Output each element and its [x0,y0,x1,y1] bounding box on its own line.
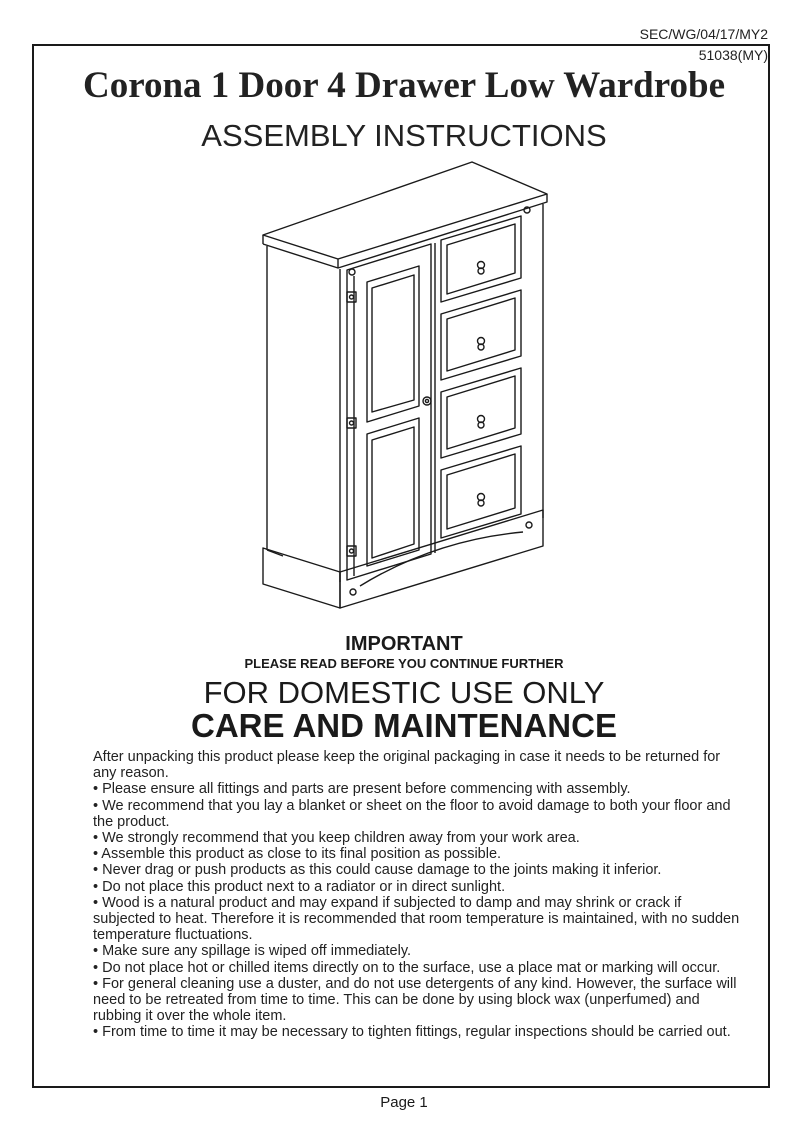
product-code: 51038(MY) [698,47,768,63]
page-subtitle: ASSEMBLY INSTRUCTIONS [201,118,607,153]
page-number: Page 1 [380,1094,428,1111]
care-item: • From time to time it may be necessary to tighten fittings, regular inspections should be carried out. [93,1024,731,1041]
care-item: • Wood is a natural product and may expand if subjected to damp and may shrink or crack if subjected to heat. Therefore it is recommended that room temperature is maintained, with no sudden temperature fluctuations. [93,894,740,944]
care-item: • Make sure any spillage is wiped off immediately. [93,943,412,960]
care-item: • For general cleaning use a duster, and do not use detergents of any kind. However, the surface will need to be retreated from time to time. This can be done by using block wax (unperfumed) and rubbing it over the whole item. [93,975,737,1025]
domestic-use-heading: FOR DOMESTIC USE ONLY [203,675,605,710]
care-item: • Assemble this product as close to its final position as possible. [93,846,502,863]
page-title: Corona 1 Door 4 Drawer Low Wardrobe [82,65,725,106]
care-item: • Never drag or push products as this could cause damage to the joints making it inferior. [93,862,662,879]
important-heading: IMPORTANT [345,633,463,655]
care-item: • Do not place hot or chilled items directly on to the surface, use a place mat or marking will occur. [93,959,721,976]
wardrobe-illustration-icon [255,160,555,610]
care-instructions [93,749,743,1041]
document-code: SEC/WG/04/17/MY2 [639,26,768,42]
please-read-notice: PLEASE READ BEFORE YOU CONTINUE FURTHER [244,656,564,671]
care-item: • Please ensure all fittings and parts are present before commencing with assembly. [93,781,631,798]
care-item: • We strongly recommend that you keep children away from your work area. [93,830,580,847]
care-item: • We recommend that you lay a blanket or sheet on the floor to avoid damage to both your floor and the product. [93,797,731,830]
care-item: • Do not place this product next to a radiator or in direct sunlight. [93,878,506,895]
care-maintenance-heading: CARE AND MAINTENANCE [191,707,617,744]
care-item: After unpacking this product please keep the original packaging in case it needs to be returned for any reason. [93,749,721,782]
